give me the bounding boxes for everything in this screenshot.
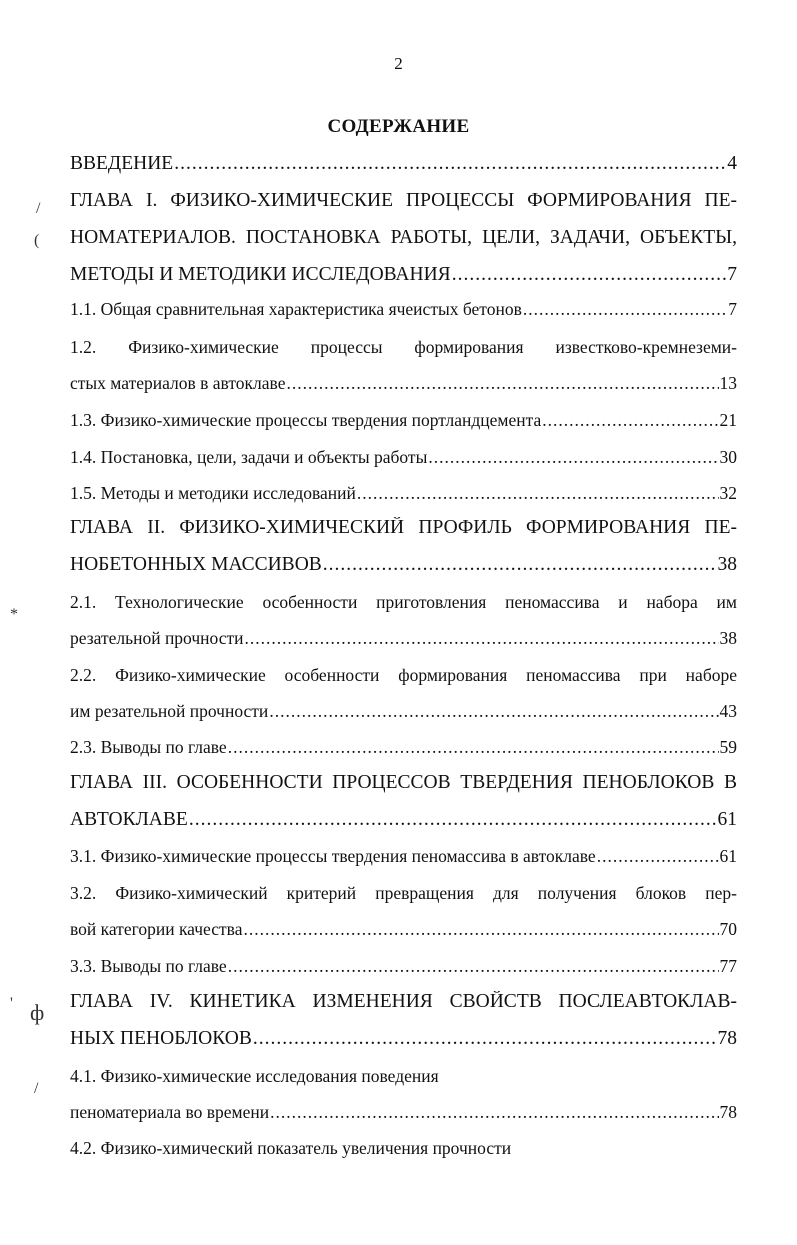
toc-entry-text: 4.1. Физико-химические исследования поведения	[70, 1066, 439, 1086]
toc-entry-text: 4.2. Физико-химический показатель увеличения прочности	[70, 1138, 512, 1158]
toc-entry-3-1[interactable]	[70, 846, 737, 876]
toc-entry-text: ВВЕДЕНИЕ	[70, 153, 174, 174]
toc-entry-text: 2.1. Технологические особенности приготовления пеномассива и набора им	[70, 592, 737, 612]
toc-entry-1-4[interactable]	[70, 447, 737, 477]
toc-entry-text: НЫХ ПЕНОБЛОКОВ	[70, 1028, 252, 1049]
toc-entry-text: ГЛАВА IV. КИНЕТИКА ИЗМЕНЕНИЯ СВОЙСТВ ПОСЛЕАВТОКЛАВ-	[70, 991, 737, 1012]
dot-leader	[245, 628, 719, 649]
dot-leader	[269, 701, 718, 722]
toc-entry-chapter-2-line2[interactable]	[70, 554, 737, 584]
toc-entry-page: 7	[727, 264, 737, 285]
toc-entry-3-3[interactable]	[70, 956, 737, 986]
toc-entry-2-1-line1[interactable]	[70, 592, 737, 622]
toc-entry-4-1-line1[interactable]	[70, 1066, 737, 1096]
toc-entry-text: вой категории качества	[70, 919, 243, 939]
toc-entry-text: НОМАТЕРИАЛОВ. ПОСТАНОВКА РАБОТЫ, ЦЕЛИ, ЗАДАЧИ, ОБЪЕКТЫ,	[70, 227, 737, 248]
toc-entry-page: 61	[719, 846, 737, 866]
toc-entry-1-2-line1[interactable]	[70, 337, 737, 367]
toc-entry-page: 21	[719, 410, 737, 430]
toc-entry-page: 70	[719, 919, 737, 939]
toc-entry-text: ГЛАВА I. ФИЗИКО-ХИМИЧЕСКИЕ ПРОЦЕССЫ ФОРМИРОВАНИЯ ПЕ-	[70, 190, 737, 211]
dot-leader	[174, 153, 726, 175]
toc-entry-2-3[interactable]	[70, 737, 737, 767]
dot-leader	[428, 447, 718, 468]
toc-entry-page: 43	[719, 701, 737, 721]
toc-entry-page: 78	[717, 1028, 737, 1049]
toc-entry-2-2-line1[interactable]	[70, 665, 737, 695]
dot-leader	[323, 554, 717, 576]
toc-entry-page: 4	[727, 153, 737, 174]
scan-artifact: (	[34, 232, 40, 249]
toc-entry-text: 1.4. Постановка, цели, задачи и объекты работы	[70, 447, 428, 467]
toc-entry-text: 1.1. Общая сравнительная характеристика ячеистых бетонов	[70, 299, 522, 319]
toc-entry-text: ГЛАВА II. ФИЗИКО-ХИМИЧЕСКИЙ ПРОФИЛЬ ФОРМИРОВАНИЯ ПЕ-	[70, 517, 737, 538]
toc-entry-chapter-1-line3[interactable]	[70, 264, 737, 294]
dot-leader	[286, 373, 718, 394]
toc-entry-chapter-3-line2[interactable]	[70, 809, 737, 839]
toc-entry-text: стых материалов в автоклаве	[70, 373, 286, 393]
toc-entry-chapter-1-line2[interactable]	[70, 227, 737, 257]
toc-entry-text: НОБЕТОННЫХ МАССИВОВ	[70, 554, 322, 575]
toc-entry-text: 2.3. Выводы по главе	[70, 737, 227, 757]
toc-entry-text: 1.3. Физико-химические процессы твердения портландцемента	[70, 410, 542, 430]
toc-entry-1-1[interactable]	[70, 299, 737, 329]
toc-entry-3-2-line2[interactable]	[70, 919, 737, 949]
toc-entry-text: 3.2. Физико-химический критерий превращения для получения блоков пер-	[70, 883, 737, 903]
toc-entry-introduction[interactable]	[70, 153, 737, 183]
toc-entry-4-1-line2[interactable]	[70, 1102, 737, 1132]
dot-leader	[523, 299, 727, 320]
toc-entry-2-2-line2[interactable]	[70, 701, 737, 731]
toc-entry-chapter-4-line2[interactable]	[70, 1028, 737, 1058]
scan-artifact: '	[10, 995, 13, 1012]
scan-artifact: *	[10, 606, 18, 623]
toc-entry-page: 61	[717, 809, 737, 830]
dot-leader	[270, 1102, 718, 1123]
toc-entry-text: ГЛАВА III. ОСОБЕННОСТИ ПРОЦЕССОВ ТВЕРДЕНИЯ ПЕНОБЛОКОВ В	[70, 772, 737, 793]
toc-entry-text: 1.2. Физико-химические процессы формирования известково-кремнеземи-	[70, 337, 737, 357]
dot-leader	[189, 809, 717, 831]
toc-entry-text: 1.5. Методы и методики исследований	[70, 483, 356, 503]
dot-leader	[597, 846, 719, 867]
toc-entry-text: МЕТОДЫ И МЕТОДИКИ ИССЛЕДОВАНИЯ	[70, 264, 451, 285]
toc-entry-chapter-2-line1[interactable]	[70, 517, 737, 547]
toc-entry-page: 59	[719, 737, 737, 757]
toc-entry-2-1-line2[interactable]	[70, 628, 737, 658]
toc-entry-page: 7	[728, 299, 737, 319]
toc-entry-1-3[interactable]	[70, 410, 737, 440]
dot-leader	[452, 264, 727, 286]
toc-entry-chapter-4-line1[interactable]	[70, 991, 737, 1021]
toc-entry-page: 38	[717, 554, 737, 575]
toc-entry-text: 2.2. Физико-химические особенности формирования пеномассива при наборе	[70, 665, 737, 685]
toc-entry-4-2[interactable]	[70, 1138, 737, 1168]
dot-leader	[228, 737, 719, 758]
dot-leader	[253, 1028, 717, 1050]
toc-entry-page: 38	[719, 628, 737, 648]
scan-artifact: /	[36, 200, 41, 217]
toc-entry-1-2-line2[interactable]	[70, 373, 737, 403]
toc-entry-text: 3.3. Выводы по главе	[70, 956, 227, 976]
toc-title: СОДЕРЖАНИЕ	[327, 116, 470, 137]
scan-artifact: /	[34, 1080, 39, 1097]
toc-entry-chapter-3-line1[interactable]	[70, 772, 737, 802]
toc-entry-3-2-line1[interactable]	[70, 883, 737, 913]
page-number: 2	[394, 54, 403, 73]
dot-leader	[228, 956, 719, 977]
dot-leader	[357, 483, 719, 504]
toc-entry-text: пеноматериала во времени	[70, 1102, 270, 1122]
toc-entry-page: 77	[719, 956, 737, 976]
dot-leader	[243, 919, 718, 940]
toc-entry-chapter-1-line1[interactable]	[70, 190, 737, 220]
scan-artifact: ф	[30, 1000, 45, 1025]
toc-entry-text: 3.1. Физико-химические процессы твердения пеномассива в автоклаве	[70, 846, 596, 866]
toc-entry-page: 78	[719, 1102, 737, 1122]
toc-entry-text: резательной прочности	[70, 628, 244, 648]
toc-entry-page: 13	[719, 373, 737, 393]
toc-entry-1-5[interactable]	[70, 483, 737, 513]
dot-leader	[542, 410, 718, 431]
toc-entry-text: АВТОКЛАВЕ	[70, 809, 188, 830]
toc-entry-page: 32	[719, 483, 737, 503]
toc-entry-page: 30	[719, 447, 737, 467]
toc-entry-text: им резательной прочности	[70, 701, 269, 721]
